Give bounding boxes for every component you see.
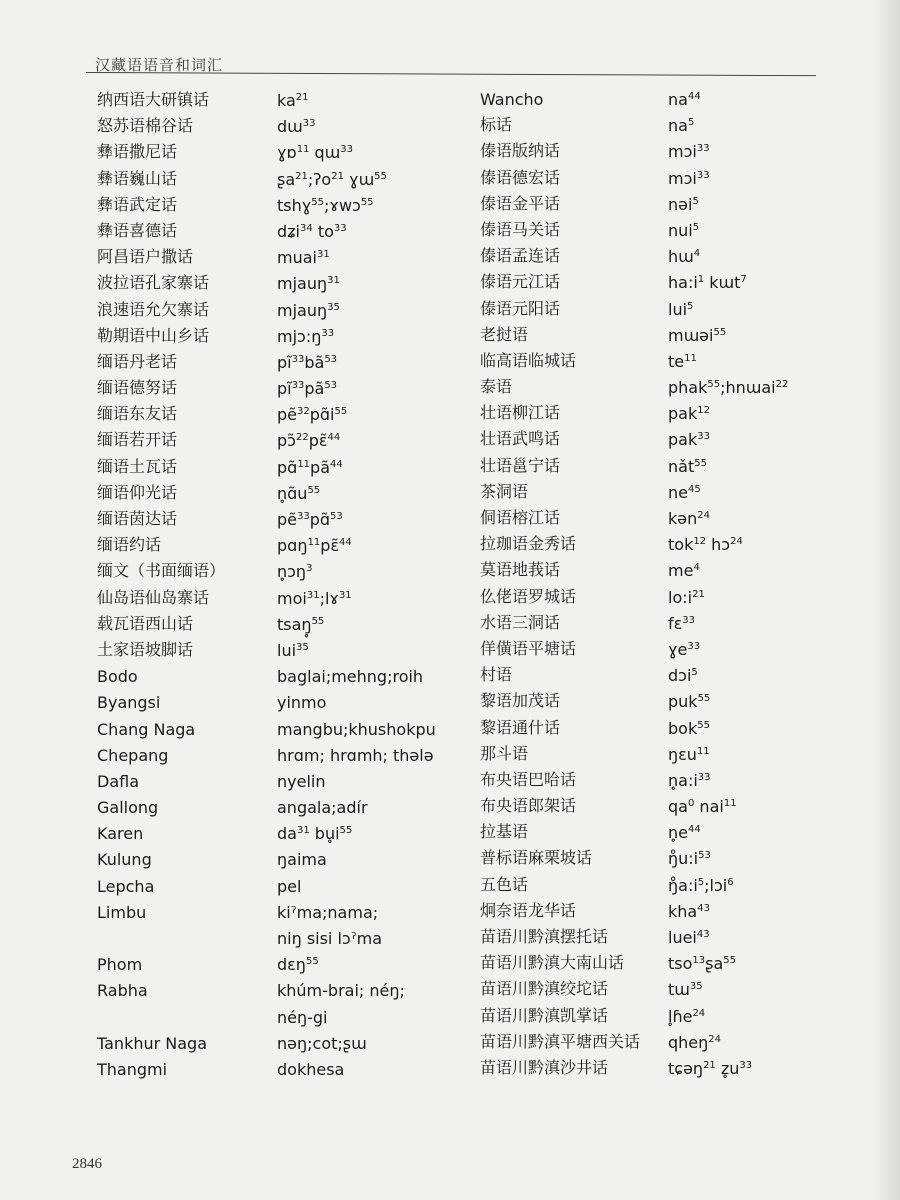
word-form: nǎt$^{55}$ [668, 456, 707, 476]
language-name: 傣语马关话 [480, 221, 561, 239]
word-form: mɔi$^{33}$ [668, 168, 710, 188]
language-name: Gallong [97, 798, 159, 818]
language-name: 茶洞语 [480, 483, 529, 501]
language-name: 载瓦语西山话 [97, 615, 194, 633]
word-form: dʑi$^{34}$ $to^{33}$ [277, 221, 347, 241]
word-form: nəŋ;cot;ʂɯ [277, 1033, 367, 1053]
language-name: 苗语川黔滇绞坨话 [480, 981, 609, 999]
language-name: 炯奈语龙华话 [480, 902, 577, 920]
word-form: kha$^{43}$ [668, 901, 710, 921]
language-name: 波拉语孔家寨话 [97, 275, 210, 293]
word-form: mɔi$^{33}$ [668, 142, 710, 162]
language-name: 黎语加茂话 [480, 693, 561, 711]
language-name: Phom [97, 955, 143, 975]
language-name: 仫佬语罗城话 [480, 588, 577, 606]
language-name: Bodo [97, 667, 138, 687]
word-form: $mjɔ:ŋ^{33}$ [277, 326, 335, 346]
language-name: 临高语临城话 [480, 352, 577, 370]
language-name: 勒期语中山乡话 [97, 327, 210, 345]
language-name: 缅语丹老话 [97, 353, 178, 371]
language-name: Dafla [97, 771, 140, 791]
word-form: niŋ sisi lɔˀma [277, 929, 382, 948]
word-form: pak$^{33}$ [668, 430, 710, 450]
language-name: 缅语约话 [97, 537, 162, 555]
word-form: n̥ɔŋ$^3$ [277, 562, 313, 582]
language-name: 拉基语 [480, 824, 529, 842]
language-name: 莫语地莪话 [480, 562, 561, 580]
language-name: 侗语榕江话 [480, 510, 561, 527]
word-form: ʂa$^{21}$;ʔo$^{21}$ ɣɯ$^{55}$ [277, 169, 387, 189]
language-name: 土家语坡脚话 [97, 641, 194, 659]
word-form: luei$^{43}$ [668, 928, 710, 947]
word-form: $ne^{45}$ [668, 482, 701, 502]
word-form: dɯ$^{33}$ [277, 117, 316, 137]
language-name: 壮语柳江话 [480, 405, 561, 423]
word-form: nui$^5$ [668, 220, 700, 240]
word-form: tɕəŋ$^{21}$ $z̥u^{33}$ [668, 1058, 753, 1078]
word-form: $ŋ̊u:i^{53}$ [668, 849, 711, 869]
running-header: 汉藏语语音和词汇 [95, 58, 224, 74]
language-name: 苗语川黔滇沙井话 [480, 1059, 609, 1077]
word-form: dokhesa [277, 1059, 345, 1079]
word-form: ɣe$^{33}$ [668, 639, 701, 659]
language-name: 泰语 [480, 379, 513, 397]
language-name: 村语 [480, 667, 513, 685]
language-name: 苗语川黔滇摆托话 [480, 929, 609, 946]
word-form: fɛ$^{33}$ [668, 613, 696, 633]
word-form: tɯ$^{35}$ [668, 980, 703, 1000]
language-name: 普标语麻栗坡话 [480, 850, 593, 868]
word-form: yinmo [277, 693, 327, 713]
word-form: muai$^{31}$ [277, 248, 330, 268]
word-form: tsaŋ̥$^{55}$ [277, 614, 325, 634]
language-name: 壮语邕宁话 [480, 457, 561, 475]
word-form: $n̥a:i^{33}$ [668, 770, 711, 790]
word-form: $ka^{21}$ [277, 91, 309, 110]
word-form: $pĩ^{33}pã^{53}$ [277, 379, 338, 399]
word-form: nəi$^5$ [668, 194, 699, 214]
word-form: $ŋ̊a:i^5;lɔi^6$ [668, 875, 734, 895]
language-name: Karen [97, 824, 144, 844]
word-form: pɔ̃$^{22}$pɛ̃$^{44}$ [277, 431, 341, 451]
language-name: Lepcha [97, 876, 155, 896]
language-name: 傣语孟连话 [480, 248, 561, 266]
language-name: 布央语郎架话 [480, 798, 577, 816]
word-form: ɣɒ$^{11}$ qɯ$^{33}$ [277, 143, 353, 163]
word-form: $na^{44}$ [668, 90, 701, 109]
word-form: lui$^5$ [668, 299, 694, 319]
language-name: 彝语武定话 [97, 196, 178, 214]
language-name: Tankhur Naga [97, 1033, 208, 1053]
word-form: $na^5$ [668, 116, 695, 136]
word-form: $pĩ^{33}bã^{53}$ [277, 352, 338, 372]
word-form: lui$^{35}$ [277, 640, 309, 660]
word-form: pak$^{12}$ [668, 404, 710, 424]
word-form: $lo:i^{21}$ [668, 587, 705, 607]
word-form: tok$^{12}$ hɔ$^{24}$ [668, 535, 743, 555]
word-form: tso$^{13}$ʂa$^{55}$ [668, 954, 737, 974]
word-form: kiˀma;nama; [277, 902, 379, 922]
word-form: $me^4$ [668, 561, 700, 581]
language-name: Chang Naga [97, 719, 196, 739]
language-name: 布央语巴哈话 [480, 771, 577, 789]
language-name: Thangmi [97, 1059, 168, 1079]
language-name: 缅语茵达话 [97, 511, 178, 528]
word-form: pẽ$^{33}$pɑ̃$^{53}$ [277, 510, 343, 529]
language-name: 壮语武鸣话 [480, 431, 561, 449]
word-form: dɛŋ$^{55}$ [277, 955, 319, 975]
word-form: phak$^{55}$;hnɯai$^{22}$ [668, 378, 789, 398]
language-name: 纳西语大研镇话 [97, 92, 210, 109]
word-form: mɯəi$^{55}$ [668, 325, 727, 345]
language-name: 缅语土瓦话 [97, 458, 178, 476]
language-name: 那斗语 [480, 745, 529, 763]
language-name: 浪速语允欠寨话 [97, 301, 210, 319]
language-name: 苗语川黔滇大南山话 [480, 955, 625, 973]
word-form: $n̥e^{44}$ [668, 823, 701, 843]
language-name: Chepang [97, 745, 169, 765]
word-form: dɔi$^5$ [668, 666, 698, 686]
word-form: ŋaima [277, 850, 327, 870]
page-number: 2846 [72, 1156, 102, 1172]
word-form: nyelin [277, 771, 326, 791]
language-name: Byangsi [97, 693, 161, 713]
language-name: 缅语德努话 [97, 380, 178, 398]
word-form: hrɑm; hrɑmh; thələ [277, 745, 434, 765]
language-name: 怒苏语棉谷话 [97, 118, 194, 136]
word-form: mangbu;khushokpu [277, 719, 436, 739]
language-name: Limbu [97, 902, 147, 922]
language-name: 五色话 [480, 876, 529, 894]
word-form: hɯ$^4$ [668, 247, 701, 267]
word-form: $qa^0$ nai$^{11}$ [668, 797, 737, 817]
word-form: kən$^{24}$ [668, 509, 710, 528]
language-name: 水语三洞话 [480, 614, 561, 632]
language-name: 佯僙语平塘话 [480, 640, 577, 658]
word-form: $pẽ^{32}pɑ̃i^{55}$ [277, 405, 348, 425]
language-name: 老挝语 [480, 326, 529, 344]
language-name: 傣语版纳话 [480, 143, 561, 161]
language-name: 彝语喜德话 [97, 222, 178, 240]
language-name: 缅语仰光话 [97, 484, 178, 502]
page-edge-shadow [872, 0, 900, 1200]
language-name: 傣语金平话 [480, 195, 561, 213]
word-form: baglai;mehng;roih [277, 667, 424, 687]
word-form: bok$^{55}$ [668, 718, 710, 738]
language-name: 阿昌语户撒话 [97, 249, 194, 267]
word-form: pel [277, 876, 302, 896]
word-form: $da^{31}$ $bu̥i^{55}$ [277, 824, 353, 844]
language-name: 拉珈语金秀话 [480, 536, 577, 554]
language-name: 傣语德宏话 [480, 169, 561, 187]
word-form: ŋɛu$^{11}$ [668, 744, 710, 764]
language-name: 缅文（书面缅语） [97, 563, 226, 581]
language-name: 苗语川黔滇凯掌话 [480, 1007, 609, 1025]
word-form: khúm-brai; néŋ; [277, 981, 405, 1001]
word-form: $ha:i^1$ kɯt$^7$ [668, 273, 747, 293]
word-form: néŋ-gi [277, 1007, 328, 1027]
language-name: 傣语元江话 [480, 274, 561, 292]
language-name: 仙岛语仙岛寨话 [97, 589, 210, 607]
language-name: 彝语巍山话 [97, 170, 178, 188]
language-name: 缅语若开话 [97, 432, 178, 450]
language-name: 彝语撒尼话 [97, 144, 178, 162]
word-form: l̥ɦe$^{24}$ [668, 1006, 706, 1026]
word-form: $te^{11}$ [668, 351, 697, 371]
language-name: 傣语元阳话 [480, 300, 561, 318]
word-form: mjauŋ$^{31}$ [277, 274, 340, 294]
word-form: $pɑ̃^{11}pã^{44}$ [277, 457, 343, 477]
language-name: Rabha [97, 981, 148, 1001]
language-name: 缅语东友话 [97, 406, 178, 424]
word-form: pɑŋ$^{11}$pɛ̃$^{44}$ [277, 536, 352, 556]
word-form: moi$^{31}$;lɤ$^{31}$ [277, 588, 352, 608]
word-form: tshɣ$^{55}$;ɤwɔ$^{55}$ [277, 195, 374, 215]
language-name: 黎语通什话 [480, 719, 561, 737]
language-name: 标话 [480, 117, 513, 135]
word-form: puk$^{55}$ [668, 692, 711, 712]
language-name: Wancho [480, 90, 544, 109]
word-form: $n̥ɑ̃u^{55}$ [277, 483, 321, 503]
word-form: angala;adír [277, 798, 368, 818]
language-name: Kulung [97, 850, 152, 870]
language-name: 苗语川黔滇平塘西关话 [480, 1033, 641, 1051]
word-form: mjauŋ$^{35}$ [277, 300, 340, 320]
word-form: qheŋ$^{24}$ [668, 1032, 722, 1052]
